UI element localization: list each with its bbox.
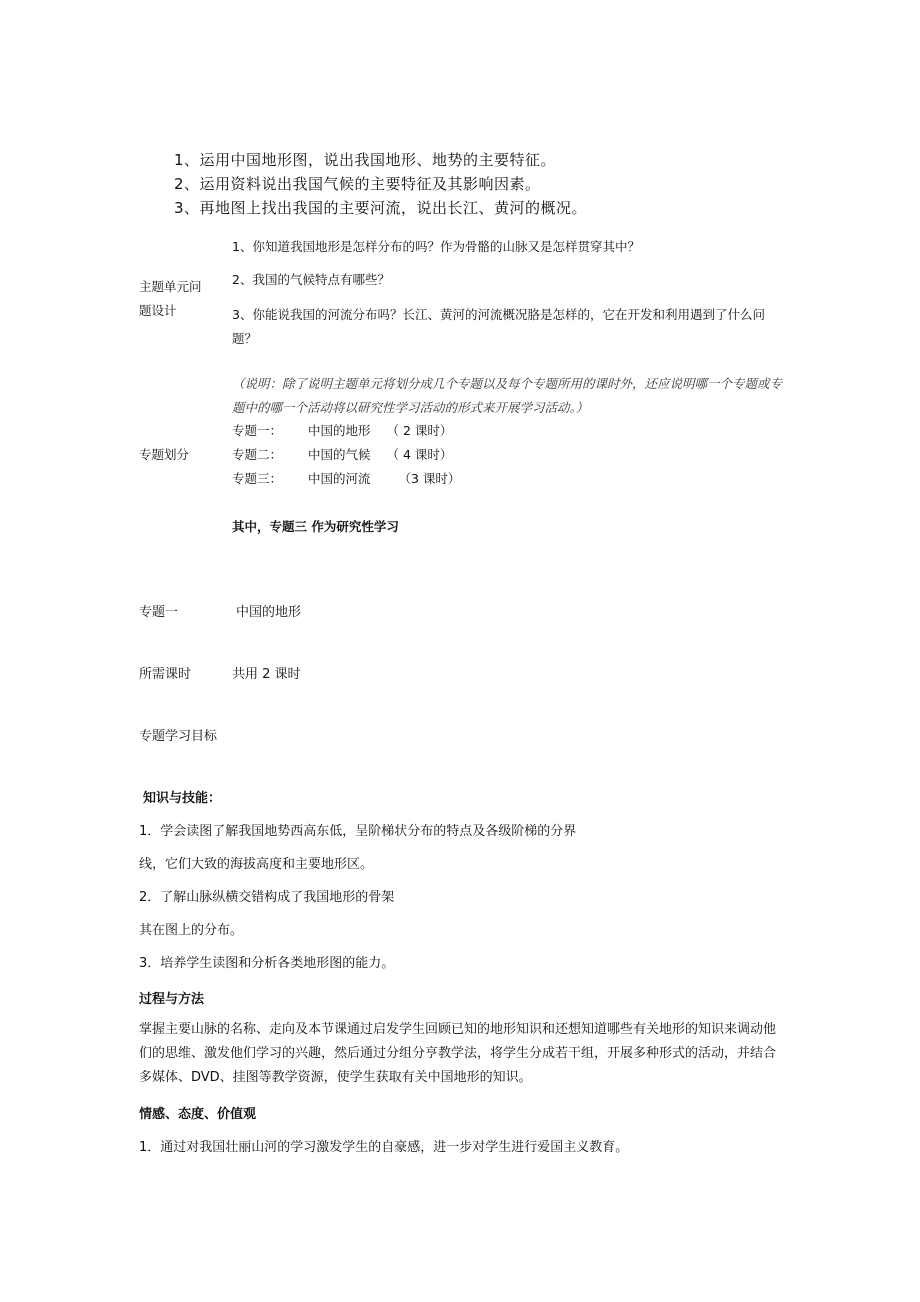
knowledge-title: 知识与技能：	[143, 791, 222, 806]
question-design-label-line-2: 题设计	[139, 303, 177, 318]
knowledge-line-5: 3．培养学生读图和分析各类地形图的能力。	[139, 956, 395, 971]
knowledge-line-1: 1．学会读图了解我国地势西高东低，呈阶梯状分布的特点及各级阶梯的分界	[139, 824, 577, 839]
topic-division-label: 专题划分	[139, 447, 190, 462]
topic-3-title: 中国的河流	[307, 471, 371, 486]
emotion-line-1: 1．通过对我国壮丽山河的学习激发学生的自豪感，进一步对学生进行爱国主义教育。	[139, 1140, 629, 1155]
topic-2-name: 专题二：	[232, 447, 283, 462]
question-design-label	[139, 275, 202, 323]
emotion-title: 情感、态度、价值观	[139, 1107, 257, 1122]
process-text: 掌握主要山脉的名称、走向及本节课通过启发学生回顾已知的地形知识和还想知道哪些有关地形的知识来调动他们的思维、激发他们学习的兴趣，然后通过分组分亨教学法，将学生分成若干组，开展多种形式的活动，并结合多媒体、DVD、挂图等教学资源，使学生获取有关中国地形的知识。	[139, 1022, 777, 1085]
topic1-value: 中国的地形	[236, 605, 302, 620]
topic-3-hours: （3 课时）	[398, 471, 461, 486]
hours-value: 共用 2 课时	[232, 667, 301, 682]
topic-row-1	[232, 421, 452, 439]
hours-label: 所需课时	[139, 667, 192, 682]
topic-1-hours: （ 2 课时）	[386, 423, 453, 438]
question-1: 1、你知道我国地形是怎样分布的吗？作为骨骼的山脉又是怎样贯穿其中？	[232, 239, 640, 254]
question-2: 2、我国的气候特点有哪些？	[232, 272, 390, 287]
goal-3: 3、再地图上找出我国的主要河流，说出长江、黄河的概况。	[174, 199, 588, 217]
topic-3-name: 专题三：	[232, 471, 283, 486]
topic1-label: 专题一	[139, 605, 179, 620]
topic-row-3	[232, 469, 460, 487]
knowledge-line-3: 2．了解山脉纵横交错构成了我国地形的骨架	[139, 890, 395, 905]
topic-2-hours: （ 4 课时）	[386, 447, 453, 462]
question-design-label-line-1: 主题单元问	[139, 279, 202, 294]
question-3: 3、你能说我国的河流分布吗？长江、黄河的河流概况胳是怎样的，它在开发和利用遇到了什么问题？	[232, 307, 765, 346]
objectives-title: 专题学习目标	[139, 729, 218, 744]
research-note: 其中，专题三 作为研究性学习	[232, 519, 399, 534]
goal-1: 1、运用中国地形图，说出我国地形、地势的主要特征。	[174, 151, 557, 169]
division-note: （说明：除了说明主题单元将划分成几个专题以及每个专题所用的课时外，还应说明哪一个专题或专题中的哪一个活动将以研究性学习活动的形式来开展学习活动。）	[232, 376, 783, 415]
topic-2-title: 中国的气候	[307, 447, 371, 462]
goal-2: 2、运用资料说出我国气候的主要特征及其影响因素。	[174, 175, 541, 193]
topic-row-2	[232, 445, 452, 463]
topic-1-title: 中国的地形	[307, 423, 371, 438]
process-title: 过程与方法	[139, 992, 205, 1007]
topic-1-name: 专题一：	[232, 423, 283, 438]
knowledge-line-4: 其在图上的分布。	[139, 923, 244, 938]
knowledge-line-2: 线，它们大致的海拔高度和主要地形区。	[139, 857, 374, 872]
